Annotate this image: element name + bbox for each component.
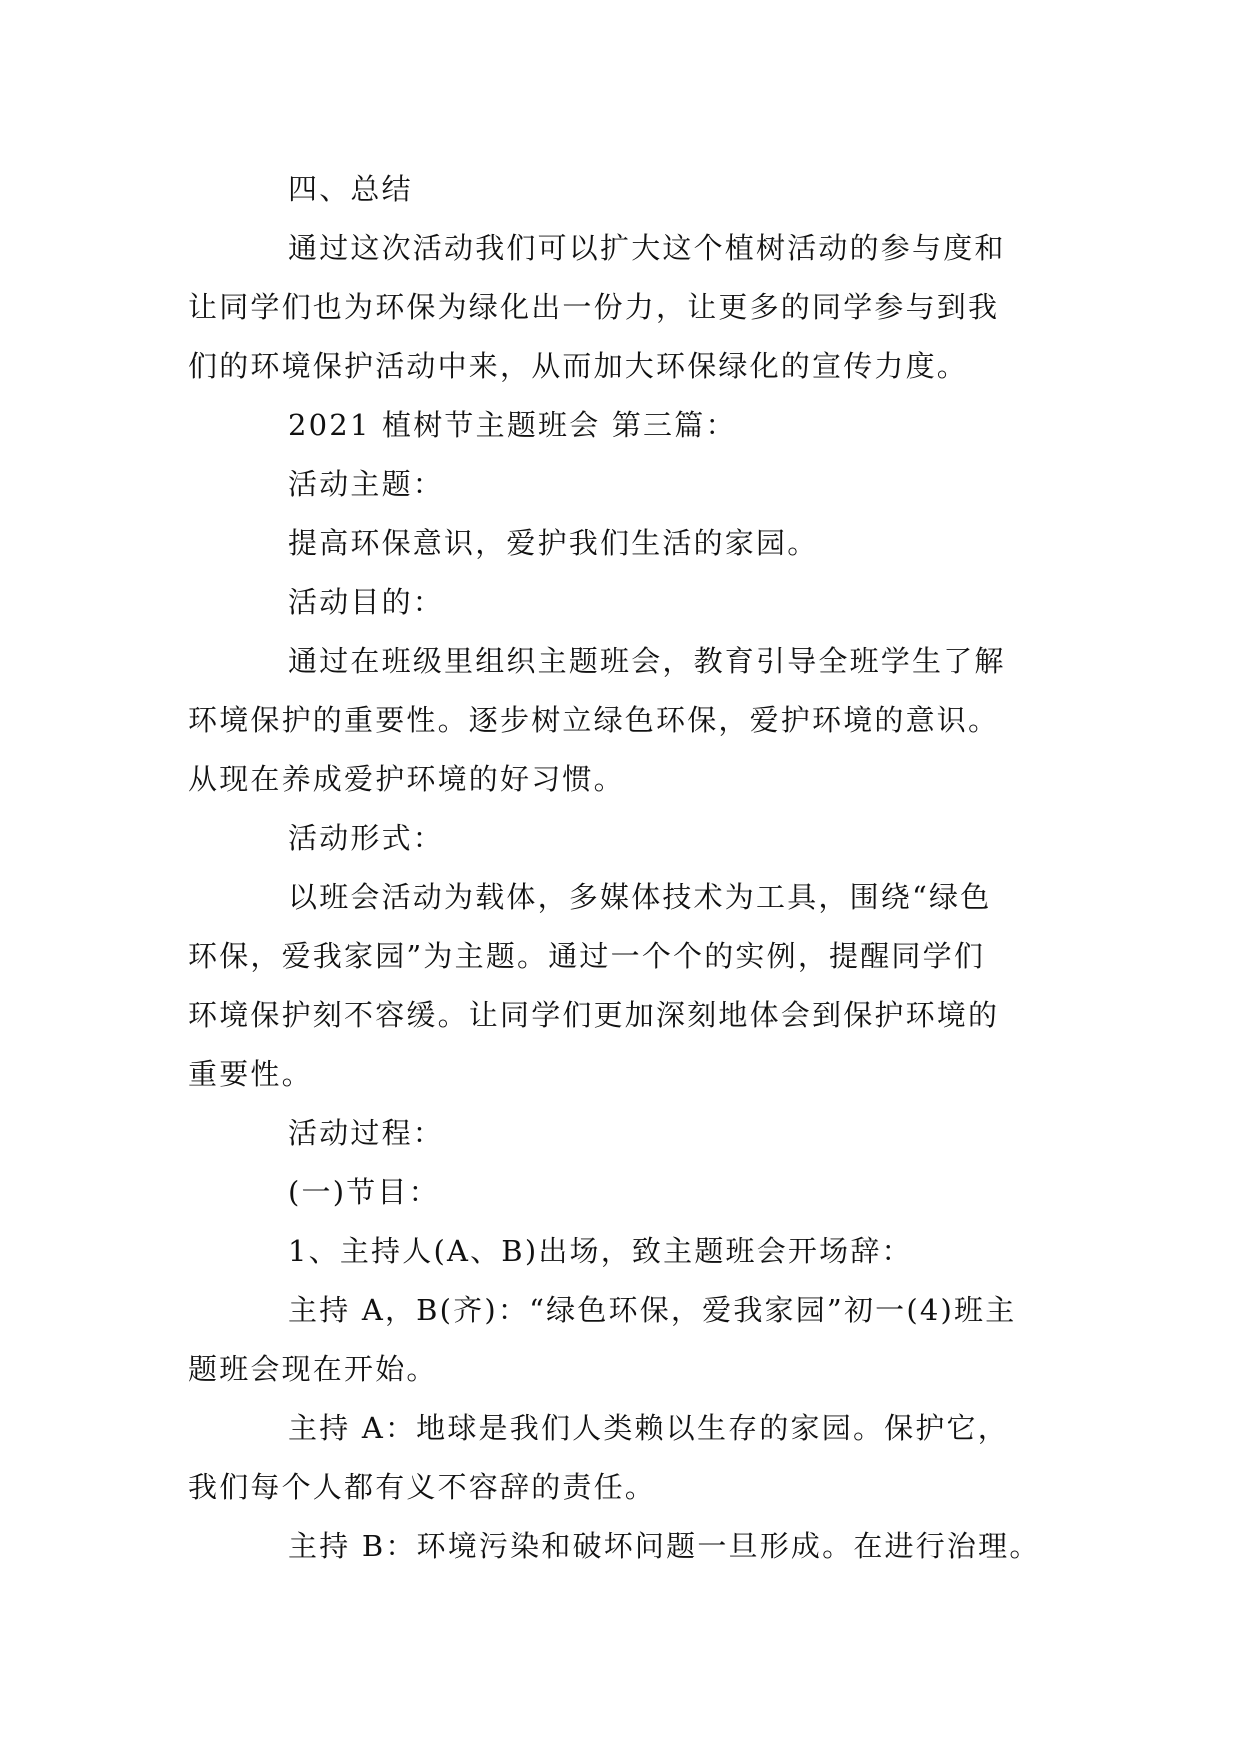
paragraph-line: 从现在养成爱护环境的好习惯。: [188, 762, 625, 796]
heading-activity-goal: 活动目的：: [288, 585, 445, 619]
paragraph-line: 环境保护刻不容缓。让同学们更加深刻地体会到保护环境的: [188, 998, 1000, 1032]
dialogue-line: 题班会现在开始。: [188, 1352, 438, 1386]
paragraph-line: 以班会活动为载体，多媒体技术为工具，围绕“绿色: [288, 880, 992, 914]
paragraph-line: 让同学们也为环保为绿化出一份力，让更多的同学参与到我: [188, 290, 1000, 324]
dialogue-line: 主持 A：地球是我们人类赖以生存的家园。保护它，: [288, 1411, 1009, 1445]
dialogue-line: 主持 B：环境污染和破坏问题一旦形成。在进行治理。: [288, 1529, 1041, 1563]
dialogue-line: 主持 A，B(齐)：“绿色环保，爱我家园”初一(4)班主: [288, 1293, 1017, 1327]
paragraph-line: 重要性。: [188, 1057, 313, 1091]
section-heading-summary: 四、总结: [288, 172, 413, 206]
dialogue-line: 我们每个人都有义不容辞的责任。: [188, 1470, 657, 1504]
heading-activity-process: 活动过程：: [288, 1116, 445, 1150]
document-body: [188, 160, 1058, 1576]
heading-activity-form: 活动形式：: [288, 821, 445, 855]
list-item: 1、主持人(A、B)出场，致主题班会开场辞：: [288, 1234, 913, 1268]
subheading-program: (一)节目：: [288, 1175, 440, 1209]
paragraph-line: 通过这次活动我们可以扩大这个植树活动的参与度和: [288, 231, 1006, 265]
article-title: 2021 植树节主题班会 第三篇：: [288, 408, 737, 442]
paragraph-line: 提高环保意识，爱护我们生活的家园。: [288, 526, 819, 560]
heading-activity-theme: 活动主题：: [288, 467, 445, 501]
paragraph-line: 通过在班级里组织主题班会，教育引导全班学生了解: [288, 644, 1006, 678]
paragraph-line: 环境保护的重要性。逐步树立绿色环保，爱护环境的意识。: [188, 703, 1000, 737]
paragraph-line: 们的环境保护活动中来，从而加大环保绿化的宣传力度。: [188, 349, 969, 383]
paragraph-line: 环保，爱我家园”为主题。通过一个个的实例，提醒同学们: [188, 939, 986, 973]
